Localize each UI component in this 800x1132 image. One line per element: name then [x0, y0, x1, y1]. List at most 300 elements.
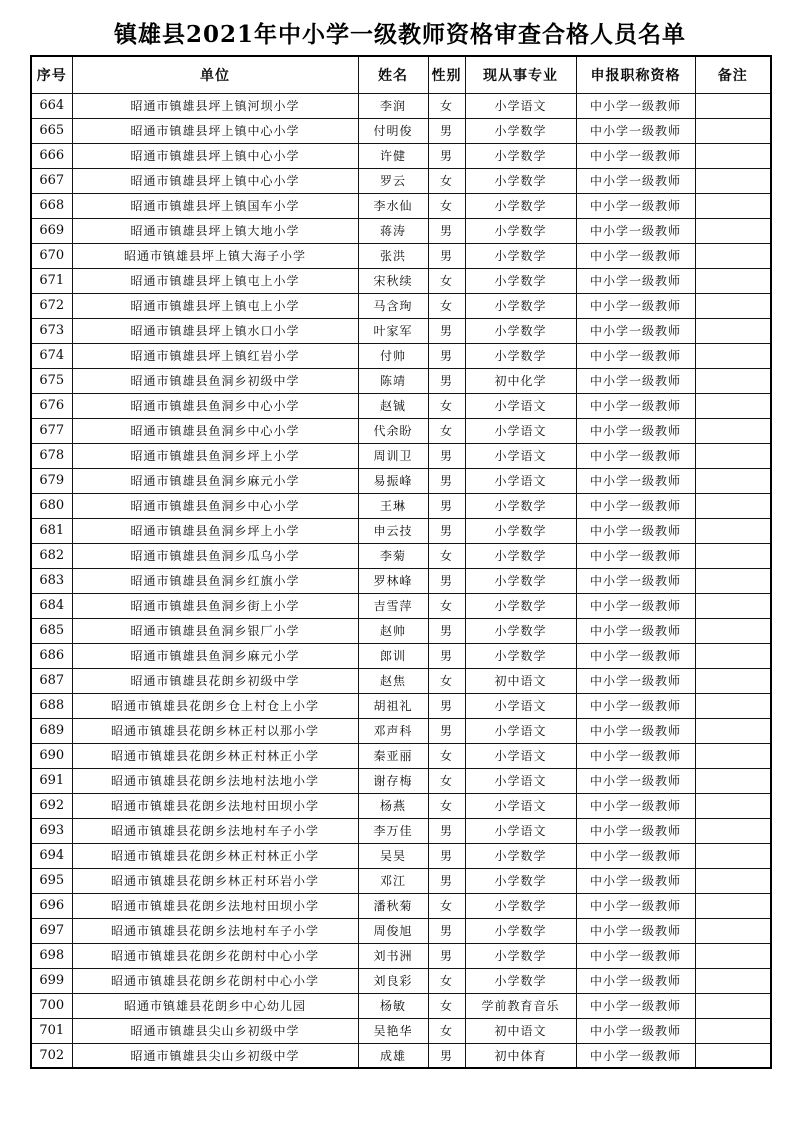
cell-major: 小学语文: [465, 718, 576, 743]
cell-name: 代余盼: [358, 418, 428, 443]
cell-unit: 昭通市镇雄县花朗乡林正村以那小学: [72, 718, 358, 743]
cell-gender: 女: [428, 893, 465, 918]
cell-title: 中小学一级教师: [576, 893, 695, 918]
cell-title: 中小学一级教师: [576, 643, 695, 668]
cell-gender: 男: [428, 618, 465, 643]
cell-title: 中小学一级教师: [576, 293, 695, 318]
cell-remark: [695, 568, 771, 593]
cell-remark: [695, 643, 771, 668]
cell-unit: 昭通市镇雄县花朗乡法地村车子小学: [72, 818, 358, 843]
cell-remark: [695, 718, 771, 743]
cell-gender: 男: [428, 868, 465, 893]
cell-remark: [695, 393, 771, 418]
cell-gender: 男: [428, 518, 465, 543]
header-unit: 单位: [72, 56, 358, 93]
cell-major: 小学数学: [465, 143, 576, 168]
cell-unit: 昭通市镇雄县花朗乡法地村田坝小学: [72, 793, 358, 818]
cell-unit: 昭通市镇雄县鱼洞乡瓜乌小学: [72, 543, 358, 568]
cell-title: 中小学一级教师: [576, 418, 695, 443]
table-row: [31, 518, 771, 543]
cell-unit: 昭通市镇雄县鱼洞乡麻元小学: [72, 468, 358, 493]
cell-unit: 昭通市镇雄县坪上镇河坝小学: [72, 93, 358, 118]
cell-title: 中小学一级教师: [576, 693, 695, 718]
cell-remark: [695, 268, 771, 293]
cell-major: 小学数学: [465, 168, 576, 193]
table-row: [31, 268, 771, 293]
header-row: [31, 56, 771, 93]
teacher-roster-table: [30, 55, 772, 1069]
cell-major: 小学数学: [465, 243, 576, 268]
cell-major: 小学语文: [465, 443, 576, 468]
cell-gender: 男: [428, 918, 465, 943]
cell-name: 赵帅: [358, 618, 428, 643]
table-row: [31, 893, 771, 918]
table-row: [31, 1043, 771, 1068]
table-row: [31, 693, 771, 718]
cell-major: 小学数学: [465, 593, 576, 618]
cell-index: 664: [31, 93, 72, 118]
cell-title: 中小学一级教师: [576, 443, 695, 468]
cell-unit: 昭通市镇雄县花朗乡初级中学: [72, 668, 358, 693]
cell-title: 中小学一级教师: [576, 1018, 695, 1043]
cell-unit: 昭通市镇雄县花朗乡林正村林正小学: [72, 743, 358, 768]
cell-gender: 女: [428, 293, 465, 318]
cell-index: 679: [31, 468, 72, 493]
cell-name: 付帅: [358, 343, 428, 368]
cell-name: 赵铖: [358, 393, 428, 418]
cell-gender: 男: [428, 843, 465, 868]
cell-index: 693: [31, 818, 72, 843]
table-row: [31, 768, 771, 793]
cell-title: 中小学一级教师: [576, 518, 695, 543]
cell-title: 中小学一级教师: [576, 218, 695, 243]
table-row: [31, 868, 771, 893]
cell-index: 697: [31, 918, 72, 943]
cell-unit: 昭通市镇雄县坪上镇屯上小学: [72, 293, 358, 318]
cell-unit: 昭通市镇雄县坪上镇国车小学: [72, 193, 358, 218]
cell-title: 中小学一级教师: [576, 493, 695, 518]
cell-name: 吉雪萍: [358, 593, 428, 618]
cell-index: 701: [31, 1018, 72, 1043]
cell-unit: 昭通市镇雄县花朗乡花朗村中心小学: [72, 943, 358, 968]
cell-gender: 男: [428, 943, 465, 968]
cell-gender: 男: [428, 143, 465, 168]
cell-major: 小学数学: [465, 493, 576, 518]
cell-gender: 女: [428, 1018, 465, 1043]
cell-name: 潘秋菊: [358, 893, 428, 918]
table-row: [31, 343, 771, 368]
cell-major: 初中体育: [465, 1043, 576, 1068]
cell-gender: 男: [428, 118, 465, 143]
cell-index: 685: [31, 618, 72, 643]
table-row: [31, 993, 771, 1018]
cell-index: 692: [31, 793, 72, 818]
cell-gender: 女: [428, 993, 465, 1018]
cell-title: 中小学一级教师: [576, 718, 695, 743]
cell-index: 669: [31, 218, 72, 243]
cell-index: 691: [31, 768, 72, 793]
cell-remark: [695, 518, 771, 543]
table-row: [31, 968, 771, 993]
cell-remark: [695, 418, 771, 443]
cell-title: 中小学一级教师: [576, 193, 695, 218]
page-title: 镇雄县2021年中小学一级教师资格审查合格人员名单: [113, 21, 686, 48]
cell-unit: 昭通市镇雄县鱼洞乡麻元小学: [72, 643, 358, 668]
cell-title: 中小学一级教师: [576, 143, 695, 168]
cell-index: 682: [31, 543, 72, 568]
table-row: [31, 418, 771, 443]
cell-major: 初中化学: [465, 368, 576, 393]
header-major: 现从事专业: [465, 56, 576, 93]
cell-unit: 昭通市镇雄县尖山乡初级中学: [72, 1018, 358, 1043]
cell-index: 667: [31, 168, 72, 193]
cell-unit: 昭通市镇雄县花朗乡林正村环岩小学: [72, 868, 358, 893]
cell-title: 中小学一级教师: [576, 93, 695, 118]
cell-index: 700: [31, 993, 72, 1018]
cell-title: 中小学一级教师: [576, 243, 695, 268]
cell-unit: 昭通市镇雄县花朗乡花朗村中心小学: [72, 968, 358, 993]
cell-major: 小学语文: [465, 418, 576, 443]
table-row: [31, 93, 771, 118]
cell-index: 681: [31, 518, 72, 543]
cell-title: 中小学一级教师: [576, 468, 695, 493]
cell-index: 677: [31, 418, 72, 443]
cell-name: 张洪: [358, 243, 428, 268]
cell-unit: 昭通市镇雄县花朗乡中心幼儿园: [72, 993, 358, 1018]
cell-title: 中小学一级教师: [576, 868, 695, 893]
header-gender: 性别: [428, 56, 465, 93]
cell-remark: [695, 818, 771, 843]
cell-index: 676: [31, 393, 72, 418]
cell-major: 小学数学: [465, 343, 576, 368]
cell-title: 中小学一级教师: [576, 918, 695, 943]
table-body: [31, 93, 771, 1068]
cell-gender: 女: [428, 668, 465, 693]
cell-major: 小学数学: [465, 218, 576, 243]
table-row: [31, 443, 771, 468]
cell-unit: 昭通市镇雄县鱼洞乡坪上小学: [72, 518, 358, 543]
cell-index: 699: [31, 968, 72, 993]
cell-remark: [695, 743, 771, 768]
cell-index: 673: [31, 318, 72, 343]
cell-remark: [695, 243, 771, 268]
cell-remark: [695, 843, 771, 868]
cell-title: 中小学一级教师: [576, 818, 695, 843]
cell-name: 许健: [358, 143, 428, 168]
cell-title: 中小学一级教师: [576, 568, 695, 593]
cell-index: 694: [31, 843, 72, 868]
cell-unit: 昭通市镇雄县鱼洞乡中心小学: [72, 418, 358, 443]
cell-gender: 男: [428, 1043, 465, 1068]
cell-major: 小学数学: [465, 918, 576, 943]
cell-major: 初中语文: [465, 1018, 576, 1043]
cell-name: 邓声科: [358, 718, 428, 743]
cell-name: 叶家军: [358, 318, 428, 343]
cell-remark: [695, 493, 771, 518]
cell-remark: [695, 468, 771, 493]
cell-remark: [695, 668, 771, 693]
cell-title: 中小学一级教师: [576, 343, 695, 368]
cell-gender: 女: [428, 193, 465, 218]
cell-title: 中小学一级教师: [576, 368, 695, 393]
table-row: [31, 668, 771, 693]
cell-name: 吴昊: [358, 843, 428, 868]
cell-name: 成雄: [358, 1043, 428, 1068]
table-row: [31, 818, 771, 843]
cell-index: 696: [31, 893, 72, 918]
cell-major: 小学语文: [465, 468, 576, 493]
cell-title: 中小学一级教师: [576, 268, 695, 293]
cell-gender: 男: [428, 718, 465, 743]
cell-unit: 昭通市镇雄县花朗乡法地村法地小学: [72, 768, 358, 793]
cell-major: 小学数学: [465, 943, 576, 968]
cell-major: 小学语文: [465, 693, 576, 718]
cell-name: 胡祖礼: [358, 693, 428, 718]
table-row: [31, 1018, 771, 1043]
table-row: [31, 793, 771, 818]
table-row: [31, 918, 771, 943]
cell-unit: 昭通市镇雄县鱼洞乡坪上小学: [72, 443, 358, 468]
cell-index: 683: [31, 568, 72, 593]
header-index: 序号: [31, 56, 72, 93]
cell-gender: 男: [428, 493, 465, 518]
cell-unit: 昭通市镇雄县鱼洞乡银厂小学: [72, 618, 358, 643]
cell-gender: 男: [428, 343, 465, 368]
cell-remark: [695, 543, 771, 568]
cell-unit: 昭通市镇雄县花朗乡法地村田坝小学: [72, 893, 358, 918]
cell-unit: 昭通市镇雄县坪上镇屯上小学: [72, 268, 358, 293]
cell-index: 668: [31, 193, 72, 218]
cell-gender: 女: [428, 418, 465, 443]
cell-remark: [695, 943, 771, 968]
cell-gender: 男: [428, 643, 465, 668]
cell-major: 学前教育音乐: [465, 993, 576, 1018]
cell-name: 杨燕: [358, 793, 428, 818]
cell-title: 中小学一级教师: [576, 843, 695, 868]
cell-unit: 昭通市镇雄县鱼洞乡初级中学: [72, 368, 358, 393]
cell-index: 671: [31, 268, 72, 293]
header-remark: 备注: [695, 56, 771, 93]
cell-name: 刘书洲: [358, 943, 428, 968]
cell-name: 邓江: [358, 868, 428, 893]
cell-unit: 昭通市镇雄县鱼洞乡中心小学: [72, 493, 358, 518]
cell-major: 小学数学: [465, 643, 576, 668]
cell-unit: 昭通市镇雄县花朗乡林正村林正小学: [72, 843, 358, 868]
cell-title: 中小学一级教师: [576, 768, 695, 793]
cell-index: 670: [31, 243, 72, 268]
cell-unit: 昭通市镇雄县坪上镇中心小学: [72, 143, 358, 168]
cell-name: 申云技: [358, 518, 428, 543]
cell-remark: [695, 343, 771, 368]
cell-title: 中小学一级教师: [576, 1043, 695, 1068]
cell-name: 周俊旭: [358, 918, 428, 943]
cell-gender: 男: [428, 693, 465, 718]
cell-gender: 女: [428, 793, 465, 818]
cell-remark: [695, 1043, 771, 1068]
cell-major: 小学数学: [465, 518, 576, 543]
cell-index: 680: [31, 493, 72, 518]
cell-remark: [695, 1018, 771, 1043]
table-row: [31, 293, 771, 318]
cell-gender: 男: [428, 443, 465, 468]
cell-name: 陈靖: [358, 368, 428, 393]
cell-remark: [695, 118, 771, 143]
cell-index: 698: [31, 943, 72, 968]
cell-major: 小学数学: [465, 543, 576, 568]
cell-gender: 女: [428, 93, 465, 118]
cell-title: 中小学一级教师: [576, 968, 695, 993]
cell-unit: 昭通市镇雄县鱼洞乡红旗小学: [72, 568, 358, 593]
table-row: [31, 743, 771, 768]
cell-gender: 男: [428, 243, 465, 268]
cell-unit: 昭通市镇雄县坪上镇大地小学: [72, 218, 358, 243]
table-row: [31, 618, 771, 643]
cell-index: 689: [31, 718, 72, 743]
cell-index: 678: [31, 443, 72, 468]
table-header: [31, 56, 771, 93]
cell-index: 665: [31, 118, 72, 143]
table-row: [31, 368, 771, 393]
cell-gender: 男: [428, 468, 465, 493]
cell-gender: 女: [428, 168, 465, 193]
cell-title: 中小学一级教师: [576, 118, 695, 143]
cell-gender: 男: [428, 368, 465, 393]
cell-gender: 女: [428, 768, 465, 793]
cell-name: 谢存梅: [358, 768, 428, 793]
cell-remark: [695, 293, 771, 318]
cell-major: 小学数学: [465, 868, 576, 893]
cell-major: 初中语文: [465, 668, 576, 693]
cell-name: 李菊: [358, 543, 428, 568]
cell-major: 小学数学: [465, 268, 576, 293]
cell-name: 蒋涛: [358, 218, 428, 243]
table-row: [31, 118, 771, 143]
cell-remark: [695, 768, 771, 793]
cell-major: 小学数学: [465, 893, 576, 918]
cell-gender: 男: [428, 818, 465, 843]
cell-unit: 昭通市镇雄县鱼洞乡街上小学: [72, 593, 358, 618]
cell-unit: 昭通市镇雄县坪上镇红岩小学: [72, 343, 358, 368]
cell-name: 李润: [358, 93, 428, 118]
cell-index: 702: [31, 1043, 72, 1068]
cell-index: 666: [31, 143, 72, 168]
table-row: [31, 143, 771, 168]
cell-title: 中小学一级教师: [576, 393, 695, 418]
table-row: [31, 718, 771, 743]
cell-gender: 女: [428, 593, 465, 618]
cell-remark: [695, 918, 771, 943]
cell-name: 刘良彩: [358, 968, 428, 993]
table-row: [31, 943, 771, 968]
table-row: [31, 318, 771, 343]
cell-title: 中小学一级教师: [576, 543, 695, 568]
cell-unit: 昭通市镇雄县坪上镇中心小学: [72, 118, 358, 143]
cell-major: 小学语文: [465, 768, 576, 793]
cell-remark: [695, 968, 771, 993]
cell-title: 中小学一级教师: [576, 593, 695, 618]
table-row: [31, 243, 771, 268]
cell-major: 小学数学: [465, 968, 576, 993]
cell-major: 小学数学: [465, 318, 576, 343]
cell-name: 吴艳华: [358, 1018, 428, 1043]
table-row: [31, 543, 771, 568]
table-row: [31, 468, 771, 493]
cell-index: 688: [31, 693, 72, 718]
cell-name: 李万佳: [358, 818, 428, 843]
cell-remark: [695, 218, 771, 243]
cell-remark: [695, 618, 771, 643]
cell-index: 684: [31, 593, 72, 618]
cell-gender: 男: [428, 568, 465, 593]
cell-major: 小学数学: [465, 618, 576, 643]
cell-unit: 昭通市镇雄县鱼洞乡中心小学: [72, 393, 358, 418]
table-row: [31, 593, 771, 618]
cell-unit: 昭通市镇雄县花朗乡法地村车子小学: [72, 918, 358, 943]
cell-name: 赵焦: [358, 668, 428, 693]
cell-name: 宋秋续: [358, 268, 428, 293]
cell-name: 罗云: [358, 168, 428, 193]
cell-name: 杨敏: [358, 993, 428, 1018]
cell-major: 小学语文: [465, 743, 576, 768]
cell-major: 小学数学: [465, 118, 576, 143]
cell-title: 中小学一级教师: [576, 943, 695, 968]
cell-name: 马含珣: [358, 293, 428, 318]
cell-index: 674: [31, 343, 72, 368]
cell-major: 小学数学: [465, 193, 576, 218]
cell-gender: 女: [428, 543, 465, 568]
cell-index: 695: [31, 868, 72, 893]
cell-remark: [695, 93, 771, 118]
cell-name: 李水仙: [358, 193, 428, 218]
cell-index: 686: [31, 643, 72, 668]
header-title: 申报职称资格: [576, 56, 695, 93]
cell-remark: [695, 893, 771, 918]
cell-index: 690: [31, 743, 72, 768]
table-row: [31, 493, 771, 518]
table-row: [31, 643, 771, 668]
cell-name: 罗林峰: [358, 568, 428, 593]
cell-unit: 昭通市镇雄县坪上镇中心小学: [72, 168, 358, 193]
cell-gender: 女: [428, 268, 465, 293]
cell-name: 秦亚丽: [358, 743, 428, 768]
cell-remark: [695, 593, 771, 618]
cell-remark: [695, 868, 771, 893]
cell-remark: [695, 318, 771, 343]
cell-major: 小学数学: [465, 568, 576, 593]
cell-major: 小学数学: [465, 843, 576, 868]
cell-unit: 昭通市镇雄县坪上镇水口小学: [72, 318, 358, 343]
cell-major: 小学语文: [465, 393, 576, 418]
cell-title: 中小学一级教师: [576, 668, 695, 693]
cell-gender: 女: [428, 743, 465, 768]
cell-index: 687: [31, 668, 72, 693]
table-row: [31, 843, 771, 868]
cell-unit: 昭通市镇雄县尖山乡初级中学: [72, 1043, 358, 1068]
cell-gender: 男: [428, 218, 465, 243]
cell-gender: 女: [428, 393, 465, 418]
cell-remark: [695, 693, 771, 718]
cell-major: 小学语文: [465, 793, 576, 818]
cell-unit: 昭通市镇雄县花朗乡仓上村仓上小学: [72, 693, 358, 718]
cell-remark: [695, 168, 771, 193]
cell-remark: [695, 993, 771, 1018]
cell-name: 郎训: [358, 643, 428, 668]
cell-name: 王琳: [358, 493, 428, 518]
cell-gender: 女: [428, 968, 465, 993]
table-row: [31, 568, 771, 593]
table-row: [31, 168, 771, 193]
cell-remark: [695, 793, 771, 818]
